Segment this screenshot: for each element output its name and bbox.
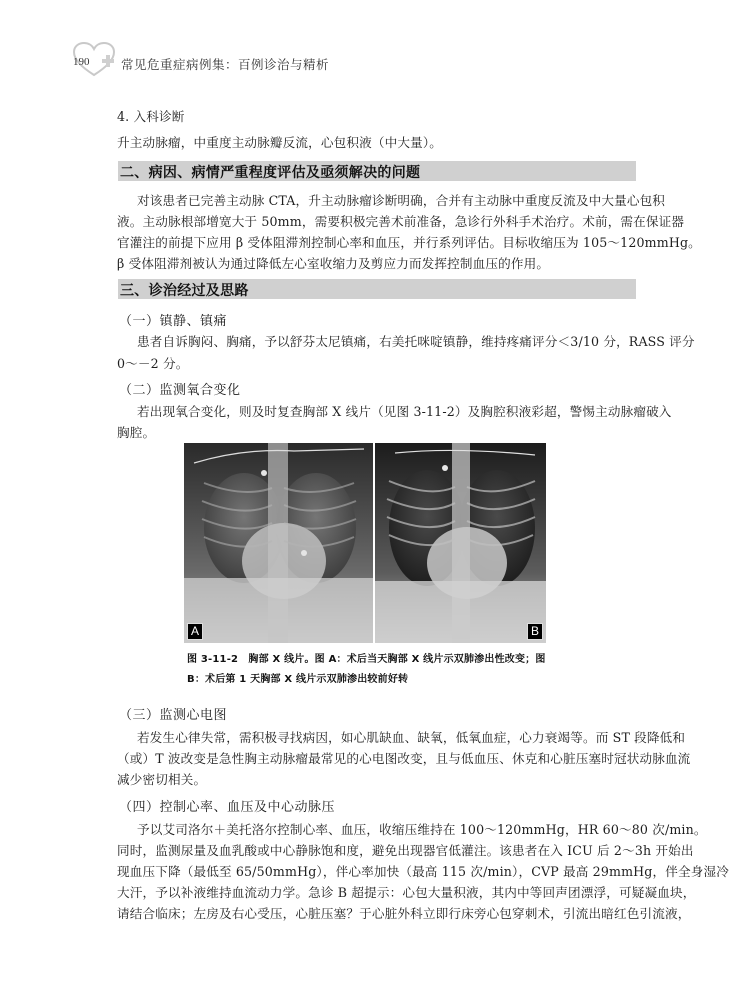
paragraph-line: 患者自诉胸闷、胸痛，予以舒芬太尼镇痛，右美托咪啶镇静，维持疼痛评分＜3/10 分，RASS 评分 [137, 334, 695, 349]
figure-caption-line1: 图 3-11-2 胸部 X 线片。图 A：术后当天胸部 X 线片示双肺渗出性改变；图 [187, 654, 546, 665]
paragraph-line: 液。主动脉根部增宽大于 50mm，需要积极完善术前准备，急诊行外科手术治疗。术前，需在保证器 [117, 214, 685, 229]
section-title: 二、病因、病情严重程度评估及亟须解决的问题 [120, 165, 421, 181]
section-title: 三、诊治经过及思路 [120, 283, 249, 299]
figure-caption-line2: B：术后第 1 天胸部 X 线片示双肺渗出较前好转 [187, 674, 409, 685]
paragraph-line: 对该患者已完善主动脉 CTA，升主动脉瘤诊断明确，合并有主动脉中重度反流及中大量心包积 [137, 193, 666, 208]
figure-label-a: A [187, 623, 203, 640]
subsection-title: （三）监测心电图 [119, 708, 228, 723]
section-header [118, 161, 636, 181]
chest-xray-a [184, 443, 373, 643]
paragraph-line: 同时，监测尿量及血乳酸或中心静脉饱和度，避免出现器官低灌注。该患者在入 ICU 后 2～3h 开始出 [117, 843, 694, 858]
paragraph-line: （或）T 波改变是急性胸主动脉瘤最常见的心电图改变，且与低血压、休克和心脏压塞时冠状动脉血流 [117, 751, 691, 766]
chest-xray-b [375, 443, 546, 643]
page-number: 190 [73, 56, 90, 68]
paragraph-line: 减少密切相关。 [117, 772, 207, 787]
book-title: 常见危重症病例集：百例诊治与精析 [121, 57, 330, 72]
paragraph-line: 若发生心律失常，需积极寻找病因，如心肌缺血、缺氧，低氧血症，心力衰竭等。而 ST 段降低和 [137, 730, 686, 745]
xray-a-graphic [184, 443, 373, 643]
paragraph-line: 予以艾司洛尔＋美托洛尔控制心率、血压，收缩压维持在 100～120mmHg，HR 60～80 次/min。 [137, 822, 707, 837]
subsection-title: （二）监测氧合变化 [119, 383, 241, 398]
subsection-title: （一）镇静、镇痛 [119, 314, 228, 329]
paragraph-line: 现血压下降（最低至 65/50mmHg），伴心率加快（最高 115 次/min），CVP 最高 29mmHg，伴全身湿冷 [117, 864, 729, 879]
section-header [118, 279, 636, 299]
paragraph-line: β 受体阻滞剂被认为通过降低左心室收缩力及剪应力而发挥控制血压的作用。 [117, 256, 550, 271]
paragraph-line: 若出现氧合变化，则及时复查胸部 X 线片（见图 3-11-2）及胸腔积液彩超，警惕主动脉瘤破入 [137, 404, 672, 419]
diagnosis-heading: 4. 入科诊断 [117, 109, 185, 124]
paragraph-line: 胸腔。 [117, 425, 156, 440]
diagnosis-text: 升主动脉瘤，中重度主动脉瓣反流，心包积液（中大量）。 [117, 135, 443, 150]
paragraph-line: 官灌注的前提下应用 β 受体阻滞剂控制心率和血压，并行系列评估。目标收缩压为 105～120mmHg。 [117, 235, 701, 250]
figure-label-b: B [527, 623, 543, 640]
paragraph-line: 0～－2 分。 [117, 356, 189, 371]
subsection-title: （四）控制心率、血压及中心动脉压 [119, 800, 336, 815]
paragraph-line: 请结合临床；左房及右心受压，心脏压塞？于心脏外科立即行床旁心包穿刺术，引流出暗红色引流液， [117, 906, 691, 921]
xray-b-graphic [375, 443, 546, 643]
paragraph-line: 大汗，予以补液维持血流动力学。急诊 B 超提示：心包大量积液，其内中等回声团漂浮，可疑凝血块， [117, 885, 696, 900]
